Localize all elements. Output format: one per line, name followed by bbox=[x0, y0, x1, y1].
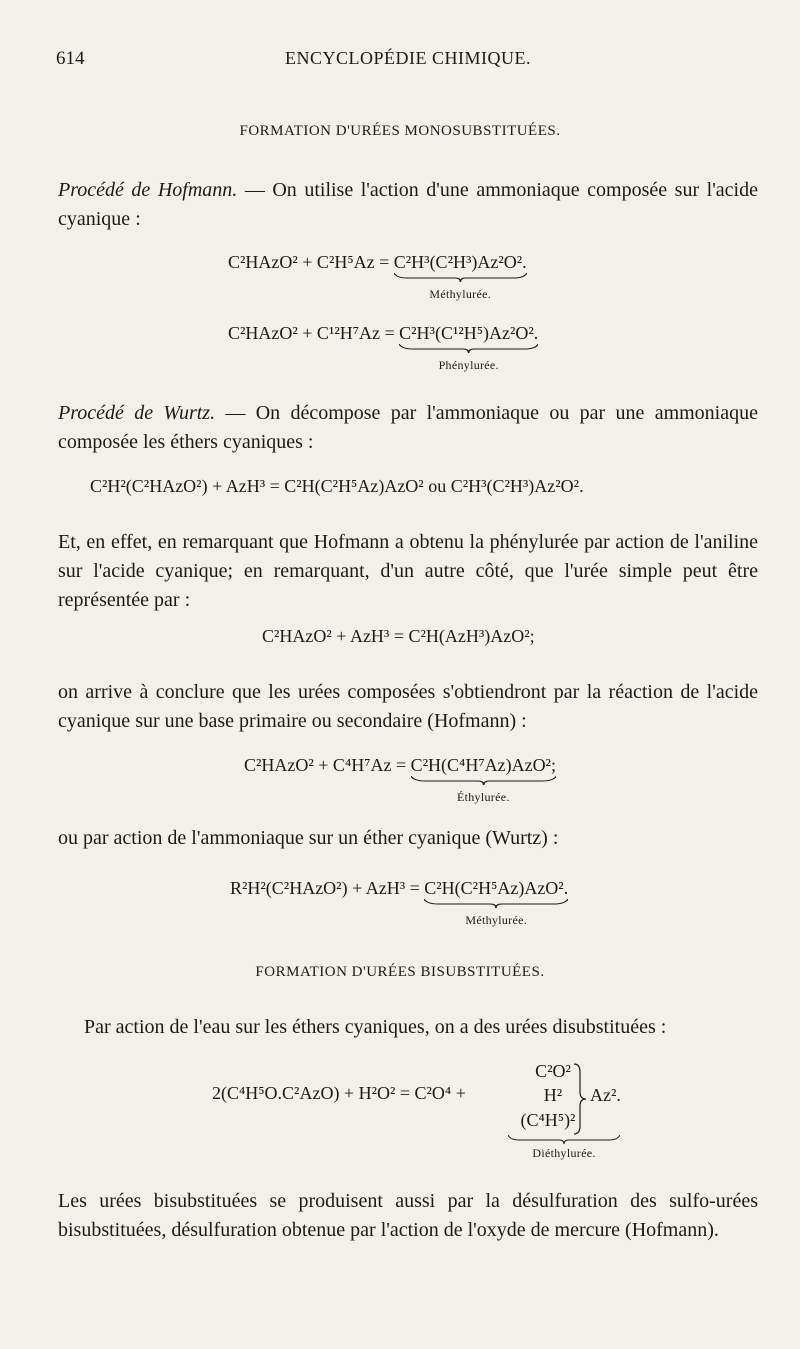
equation-lhs: C²HAzO² + C⁴H⁷Az = bbox=[244, 755, 411, 775]
equation-diethylurea-rhs: Az². bbox=[590, 1085, 621, 1105]
equation-phenylurea bbox=[228, 323, 539, 372]
lead-hofmann: Procédé de Hofmann. bbox=[58, 179, 238, 201]
text-hofmann: — On utilise l'action d'une ammoniaque composée sur l'acide cyanique : bbox=[58, 179, 758, 230]
equation-methylurea-wurtz bbox=[230, 878, 569, 927]
curly-brace-icon bbox=[570, 1062, 590, 1136]
underbrace bbox=[394, 272, 527, 303]
equation-lhs: C²HAzO² + C²H⁵Az = bbox=[228, 252, 394, 272]
equation-wurtz: C²H²(C²HAzO²) + AzH³ = C²H(C²H⁵Az)AzO² ou C²H³(C²H³)Az²O². bbox=[90, 476, 584, 496]
underbrace bbox=[411, 775, 556, 806]
stack-bot: (C⁴H⁵)² bbox=[520, 1110, 576, 1130]
product-label: Éthylurée. bbox=[456, 790, 510, 804]
paragraph-eau: Par action de l'eau sur les éthers cyaniques, on a des urées disubstituées : bbox=[84, 1016, 667, 1038]
paragraph-hofmann bbox=[58, 176, 758, 234]
equation-product: C²H(C²H⁵Az)AzO². bbox=[424, 878, 569, 898]
paragraph-final: Les urées bisubstituées se produisent aussi par la désulfuration des sulfo-urées bisubstituées, désulfuration obtenue par l'action de l'oxyde de mercure (Hofmann). bbox=[58, 1190, 758, 1241]
equation-methylurea bbox=[228, 252, 527, 301]
product-label: Méthylurée. bbox=[465, 913, 528, 927]
paragraph-ou: ou par action de l'ammoniaque sur un éther cyanique (Wurtz) : bbox=[58, 827, 559, 849]
paragraph-effet: Et, en effet, en remarquant que Hofmann a obtenu la phénylurée par action de l'aniline sur l'acide cyanique; en remarquant, d'un autre côté, que l'urée simple peut être représentée par : bbox=[58, 531, 758, 611]
product-label: Méthylurée. bbox=[429, 287, 492, 301]
equation-product: C²H³(C²H³)Az²O². bbox=[393, 252, 527, 272]
equation-lhs: R²H²(C²HAzO²) + AzH³ = bbox=[230, 878, 425, 898]
equation-product: C²H³(C¹²H⁵)Az²O². bbox=[399, 323, 539, 343]
equation-diethylurea-lhs: 2(C⁴H⁵O.C²AzO) + H²O² = C²O⁴ + bbox=[212, 1083, 466, 1103]
product-label: Phénylurée. bbox=[438, 358, 499, 372]
equation-uree-simple: C²HAzO² + AzH³ = C²H(AzH³)AzO²; bbox=[262, 626, 535, 646]
equation-ethylurea bbox=[244, 755, 556, 804]
stack-top: C²O² bbox=[535, 1061, 571, 1081]
section-title-bisubstituees: FORMATION D'URÉES BISUBSTITUÉES. bbox=[255, 964, 545, 980]
lead-wurtz: Procédé de Wurtz. bbox=[58, 402, 216, 424]
underbrace bbox=[424, 898, 568, 929]
equation-product: C²H(C⁴H⁷Az)AzO²; bbox=[410, 755, 556, 775]
section-title-monosubstituees: FORMATION D'URÉES MONOSUBSTITUÉES. bbox=[239, 123, 561, 139]
paragraph-conclure: on arrive à conclure que les urées composées s'obtiendront par la réaction de l'acide cyanique sur une base primaire ou secondaire (Hofmann) : bbox=[58, 681, 758, 732]
text-wurtz: — On décompose par l'ammoniaque ou par une ammoniaque composée les éthers cyaniques : bbox=[58, 402, 758, 453]
paragraph-wurtz bbox=[58, 399, 758, 457]
running-title: ENCYCLOPÉDIE CHIMIQUE. bbox=[285, 48, 531, 68]
underbrace bbox=[399, 343, 538, 374]
product-label: Diéthylurée. bbox=[532, 1146, 596, 1160]
stack-mid: H² bbox=[543, 1085, 563, 1105]
underbrace bbox=[508, 1134, 620, 1162]
page-number: 614 bbox=[56, 48, 85, 69]
equation-lhs: C²HAzO² + C¹²H⁷Az = bbox=[228, 323, 400, 343]
